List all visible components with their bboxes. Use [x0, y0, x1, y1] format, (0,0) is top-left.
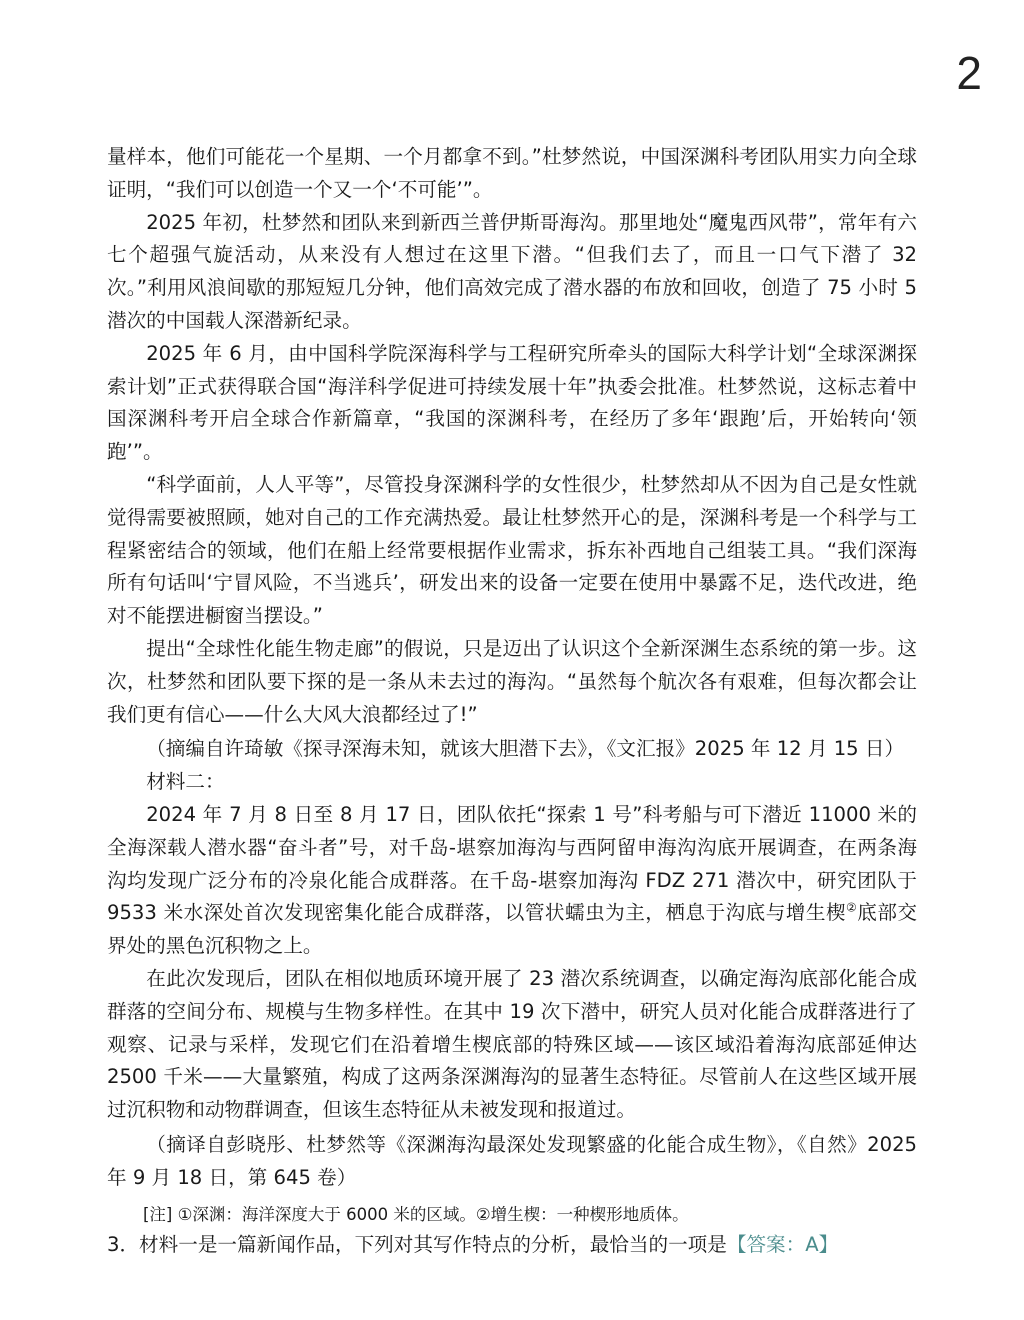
- paragraph: “科学面前，人人平等”，尽管投身深渊科学的女性很少，杜梦然却从不因为自己是女性就觉得需要被照顾，她对自己的工作充满热爱。最让杜梦然开心的是，深渊科考是一个科学与工程紧密结合的领域，他们在船上经常要根据作业需求，拆东补西地自己组装工具。“我们深海所有句话叫‘宁冒风险，不当逃兵’，研发出来的设备一定要在使用中暴露不足，迭代改进，绝对不能摆进橱窗当摆设。”: [107, 472, 917, 628]
- paragraph: 2025 年初，杜梦然和团队来到新西兰普伊斯哥海沟。那里地处“魔鬼西风带”，常年有六七个超强气旋活动，从来没有人想过在这里下潜。“但我们去了，而且一口气下潜了 32 次。”利用风浪间歇的那短短几分钟，他们高效完成了潜水器的布放和回收，创造了 75 小时 5 潜次的中国载人深潜新纪录。: [107, 210, 917, 332]
- paragraph: 2025 年 6 月，由中国科学院深海科学与工程研究所牵头的国际大科学计划“全球深渊探索计划”正式获得联合国“海洋科学促进可持续发展十年”执委会批准。杜梦然说，这标志着中国深渊科考开启全球合作新篇章，“我国的深渊科考，在经历了多年‘跟跑’后，开始转向‘领跑’”。: [107, 341, 917, 464]
- paragraph: 提出“全球性化能生物走廊”的假说，只是迈出了认识这个全新深渊生态系统的第一步。这次，杜梦然和团队要下探的是一条从未去过的海沟。“虽然每个航次各有艰难，但每次都会让我们更有信心——什么大风大浪都经过了!”: [107, 636, 917, 726]
- paragraph: [107, 799, 917, 963]
- document-body: [107, 141, 917, 1261]
- material-heading: 材料二：: [146, 770, 225, 794]
- paragraph-text: 底部交界处的黑色沉积物之上。: [107, 901, 918, 958]
- paragraph: 在此次发现后，团队在相似地质环境开展了 23 潜次系统调查，以确定海沟底部化能合成群落的空间分布、规模与生物多样性。在其中 19 次下潜中，研究人员对化能合成群落进行了观察、记录与采样，发现它们在沿着增生楔底部的特殊区域——该区域沿着海沟底部延伸达 2500 千米——大量繁殖，构成了这两条深渊海沟的显著生态特征。尽管前人在这些区域开展过沉积物和动物群调查，但该生态特征从未被发现和报道过。: [107, 966, 917, 1122]
- question: [107, 1229, 917, 1262]
- source-citation: （摘编自许琦敏《探寻深海未知，就该大胆潜下去》，《文汇报》2025 年 12 月 15 日）: [146, 737, 905, 761]
- page-number: 2: [956, 47, 982, 99]
- source-citation: （摘译自彭晓彤、杜梦然等《深渊海沟最深处发现繁盛的化能合成生物》，《自然》2025 年 9 月 18 日，第 645 卷）: [107, 1132, 917, 1189]
- paragraph-text: 2024 年 7 月 8 日至 8 月 17 日，团队依托“探索 1 号”科考船与可下潜近 11000 米的全海深载人潜水器“奋斗者”号，对千岛-堪察加海沟与西阿留申海沟沟底开展调查，在两条海沟均发现广泛分布的冷泉化能合成群落。在千岛-堪察加海沟 FDZ 271 潜次中，研究团队于 9533 米水深处首次发现密集化能合成群落，以管状蠕虫为主，栖息于沟底与增生楔: [107, 802, 917, 925]
- paragraph: 量样本，他们可能花一个星期、一个月都拿不到。”杜梦然说，中国深渊科考团队用实力向全球证明，“我们可以创造一个又一个‘不可能’”。: [107, 145, 917, 201]
- footnote: [注] ①深渊：海洋深度大于 6000 米的区域。②增生楔：一种楔形地质体。: [143, 1204, 689, 1224]
- answer-label: 【答案：A】: [726, 1232, 839, 1256]
- question-text: 3．材料一是一篇新闻作品，下列对其写作特点的分析，最恰当的一项是: [107, 1232, 727, 1256]
- footnote-marker: ②: [846, 900, 858, 915]
